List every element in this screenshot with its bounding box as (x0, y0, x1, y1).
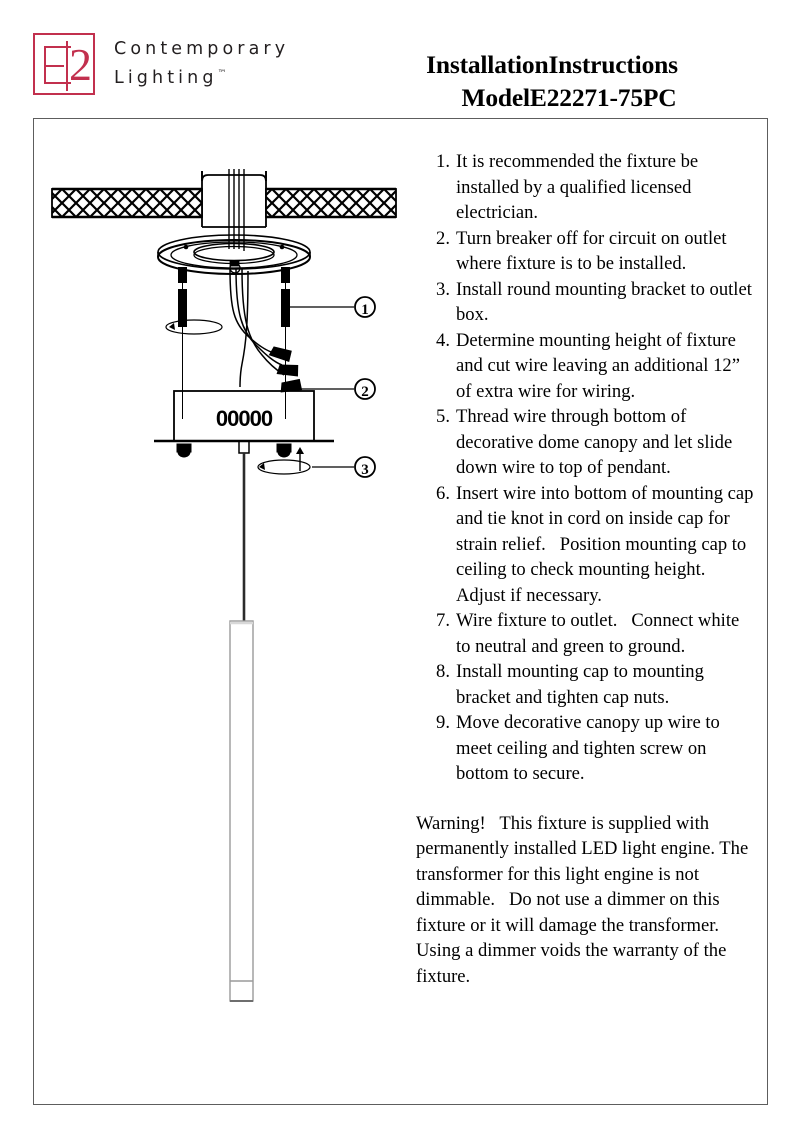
supply-wires (229, 169, 244, 251)
callout-2 (355, 379, 375, 400)
svg-text:00000: 00000 (215, 406, 273, 431)
content-frame (33, 118, 768, 1105)
svg-text:1: 1 (361, 302, 369, 318)
callout-markers (355, 297, 375, 478)
pendant-tube (230, 621, 253, 1001)
page-title (382, 48, 722, 114)
pendant-cord (239, 441, 249, 621)
brand-line-2: Lighting (114, 67, 218, 88)
instruction-step: Move decorative canopy up wire to meet ceiling and tighten screw on bottom to secure. (456, 712, 725, 784)
instruction-step: Turn breaker off for circuit on outlet where fixture is to be installed. (456, 227, 732, 274)
threaded-rod (178, 267, 290, 419)
installation-diagram (34, 119, 414, 1106)
rotation-indicator-left (166, 320, 222, 334)
svg-text:2: 2 (361, 384, 369, 400)
instruction-step: Thread wire through bottom of decorative dome canopy and let slide down wire to top of pendant. (456, 406, 737, 478)
instruction-steps-list (416, 149, 759, 787)
warning-paragraph: Warning! This fixture is supplied with permanently installed LED light engine. The transformer for this light engine is not dimmable. Do not use a dimmer on this fixture or it will damage the transformer. Using a dimmer voids the warranty of the fixture. (416, 812, 753, 987)
brand-logo (33, 33, 289, 95)
trademark-symbol: ™ (217, 69, 227, 79)
instruction-step: Insert wire into bottom of mounting cap and tie knot in cord on inside cap for strain relief. Position mounting cap to ceiling to check mounting height. Adjust if necessary. (456, 482, 759, 606)
brand-wordmark (114, 33, 289, 91)
instruction-step: Determine mounting height of fixture and cut wire leaving an additional 12” of extra wire for wiring. (456, 329, 745, 402)
mounting-cap (154, 391, 334, 441)
callout-1 (355, 297, 375, 318)
svg-text:3: 3 (361, 462, 369, 478)
instruction-step: Install round mounting bracket to outlet box. (456, 278, 757, 325)
callout-3 (355, 457, 375, 478)
instructions-column (416, 149, 759, 1008)
ceiling-hatching (52, 189, 396, 217)
instruction-step: Install mounting cap to mounting bracket and tighten cap nuts. (456, 661, 709, 708)
pendant-wires (230, 269, 284, 387)
et2-logo-mark-icon: 2 (33, 33, 95, 95)
title-line-1: InstallationInstructions (426, 50, 678, 79)
brand-line-1: Contemporary (114, 39, 290, 59)
document-header (0, 0, 802, 118)
cap-nut (177, 444, 291, 457)
instruction-step: It is recommended the fixture be installed by a qualified licensed electrician. (456, 151, 703, 223)
brand-line-2-wrap (114, 62, 289, 91)
title-line-2: ModelE22271-75PC (461, 83, 677, 112)
instruction-step: Wire fixture to outlet. Connect white to neutral and green to ground. (456, 610, 744, 657)
